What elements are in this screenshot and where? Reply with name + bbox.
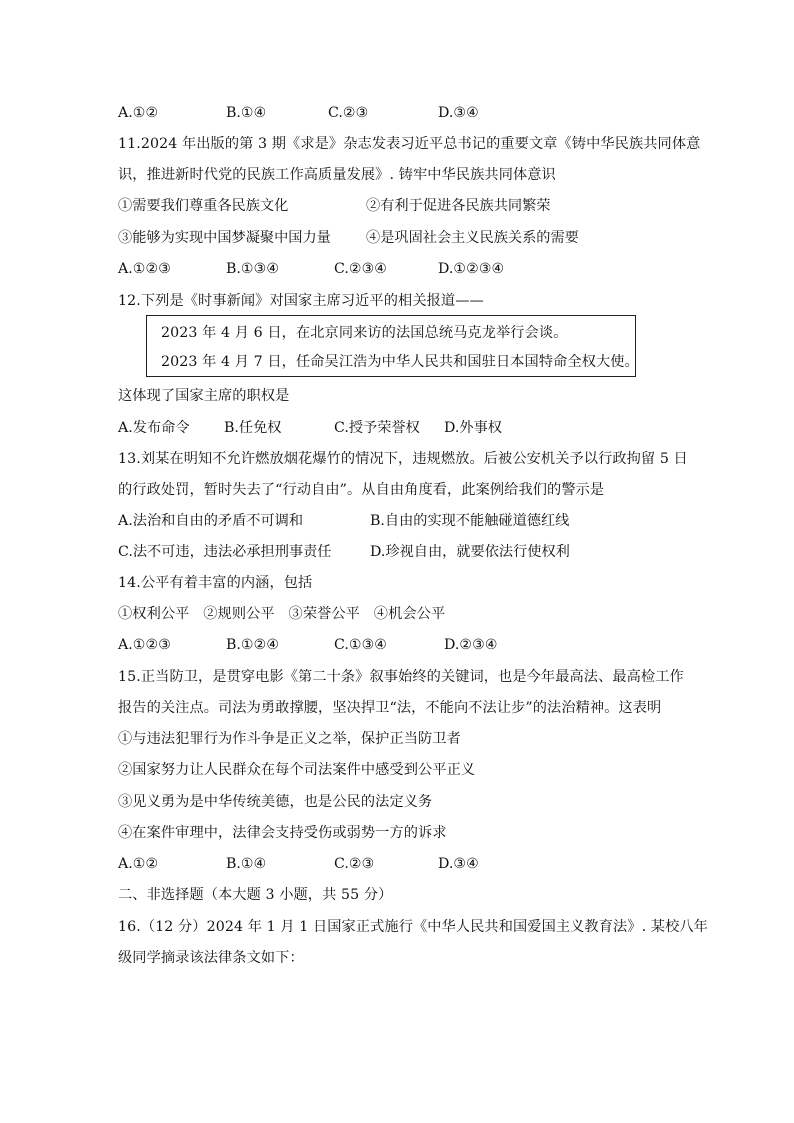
q10-option-d: D.③④ — [438, 105, 479, 121]
q12-followup: 这体现了国家主席的职权是 — [118, 388, 290, 404]
q14-stem: 14.公平有着丰富的内涵，包括 — [118, 575, 313, 591]
q13-stem-line-1: 13.刘某在明知不允许燃放烟花爆竹的情况下，违规燃放。后被公安机关予以行政拘留 5 日 — [118, 451, 688, 467]
q13-stem-line-2: 的行政处罚，暂时失去了“行动自由”。从自由角度看，此案例给我们的警示是 — [118, 482, 605, 498]
q11-statement-1: ①需要我们尊重各民族文化 — [118, 198, 289, 214]
q10-option-b: B.①④ — [226, 105, 267, 121]
q16-stem-line-1: 16.（12 分）2024 年 1 月 1 日国家正式施行《中华人民共和国爱国主义教育法》. 某校八年 — [118, 919, 708, 935]
q12-option-d: D.外事权 — [444, 420, 502, 436]
q12-box-line-2: 2023 年 4 月 7 日，任命吴江浩为中华人民共和国驻日本国特命全权大使。 — [161, 354, 639, 370]
q12-option-b: B.任免权 — [224, 420, 282, 436]
q16-stem-line-2: 级同学摘录该法律条文如下： — [118, 950, 304, 966]
q11-statement-2: ②有利于促进各民族共同繁荣 — [366, 198, 551, 214]
q11-statement-3: ③能够为实现中国梦凝聚中国力量 — [118, 230, 331, 246]
q14-option-b: B.①②④ — [226, 637, 280, 653]
q11-option-b: B.①③④ — [226, 261, 280, 277]
section-2-heading: 二、非选择题（本大题 3 小题，共 55 分） — [118, 887, 393, 903]
q11-stem-line-2: 识，推进新时代党的民族工作高质量发展》. 铸牢中华民族共同体意识 — [118, 167, 556, 183]
q14-option-a: A.①②③ — [118, 637, 171, 653]
q14-statements: ①权利公平 ②规则公平 ③荣誉公平 ④机会公平 — [118, 606, 446, 622]
q12-option-c: C.授予荣誉权 — [334, 420, 420, 436]
q13-option-a: A.法治和自由的矛盾不可调和 — [118, 513, 304, 529]
q15-option-c: C.②③ — [334, 856, 375, 872]
q13-option-c: C.法不可违，违法必承担刑事责任 — [118, 544, 332, 560]
q15-option-b: B.①④ — [226, 856, 267, 872]
q13-option-d: D.珍视自由，就要依法行使权利 — [370, 544, 570, 560]
q14-option-d: D.②③④ — [444, 637, 498, 653]
q11-option-d: D.①②③④ — [438, 261, 505, 277]
q11-option-a: A.①②③ — [118, 261, 171, 277]
q12-stem: 12.下列是《时事新闻》对国家主席习近平的相关报道—— — [118, 293, 484, 309]
q15-stem-line-2: 报告的关注点。司法为勇敢撑腰，坚决捍卫“法，不能向不法让步”的法治精神。这表明 — [118, 700, 662, 716]
q10-option-c: C.②③ — [328, 105, 369, 121]
q15-option-d: D.③④ — [438, 856, 479, 872]
q15-statement-3: ③见义勇为是中华传统美德，也是公民的法定义务 — [118, 794, 433, 810]
q15-statement-1: ①与违法犯罪行为作斗争是正义之举，保护正当防卫者 — [118, 731, 461, 747]
q15-statement-2: ②国家努力让人民群众在每个司法案件中感受到公平正义 — [118, 762, 476, 778]
q15-option-a: A.①② — [118, 856, 159, 872]
q15-stem-line-1: 15.正当防卫，是贯穿电影《第二十条》叙事始终的关键词，也是今年最高法、最高检工作 — [118, 669, 684, 685]
q12-option-a: A.发布命令 — [118, 420, 190, 436]
q11-option-c: C.②③④ — [334, 261, 388, 277]
q13-option-b: B.自由的实现不能触碰道德红线 — [370, 513, 570, 529]
q10-option-a: A.①② — [118, 105, 159, 121]
q12-box-line-1: 2023 年 4 月 6 日，在北京同来访的法国总统马克龙举行会谈。 — [161, 325, 568, 341]
q15-statement-4: ④在案件审理中，法律会支持受伤或弱势一方的诉求 — [118, 825, 447, 841]
q14-option-c: C.①③④ — [334, 637, 388, 653]
q11-statement-4: ④是巩固社会主义民族关系的需要 — [366, 230, 579, 246]
q11-stem-line-1: 11.2024 年出版的第 3 期《求是》杂志发表习近平总书记的重要文章《铸中华民族共同体意 — [118, 136, 701, 152]
q12-news-box — [146, 315, 639, 377]
